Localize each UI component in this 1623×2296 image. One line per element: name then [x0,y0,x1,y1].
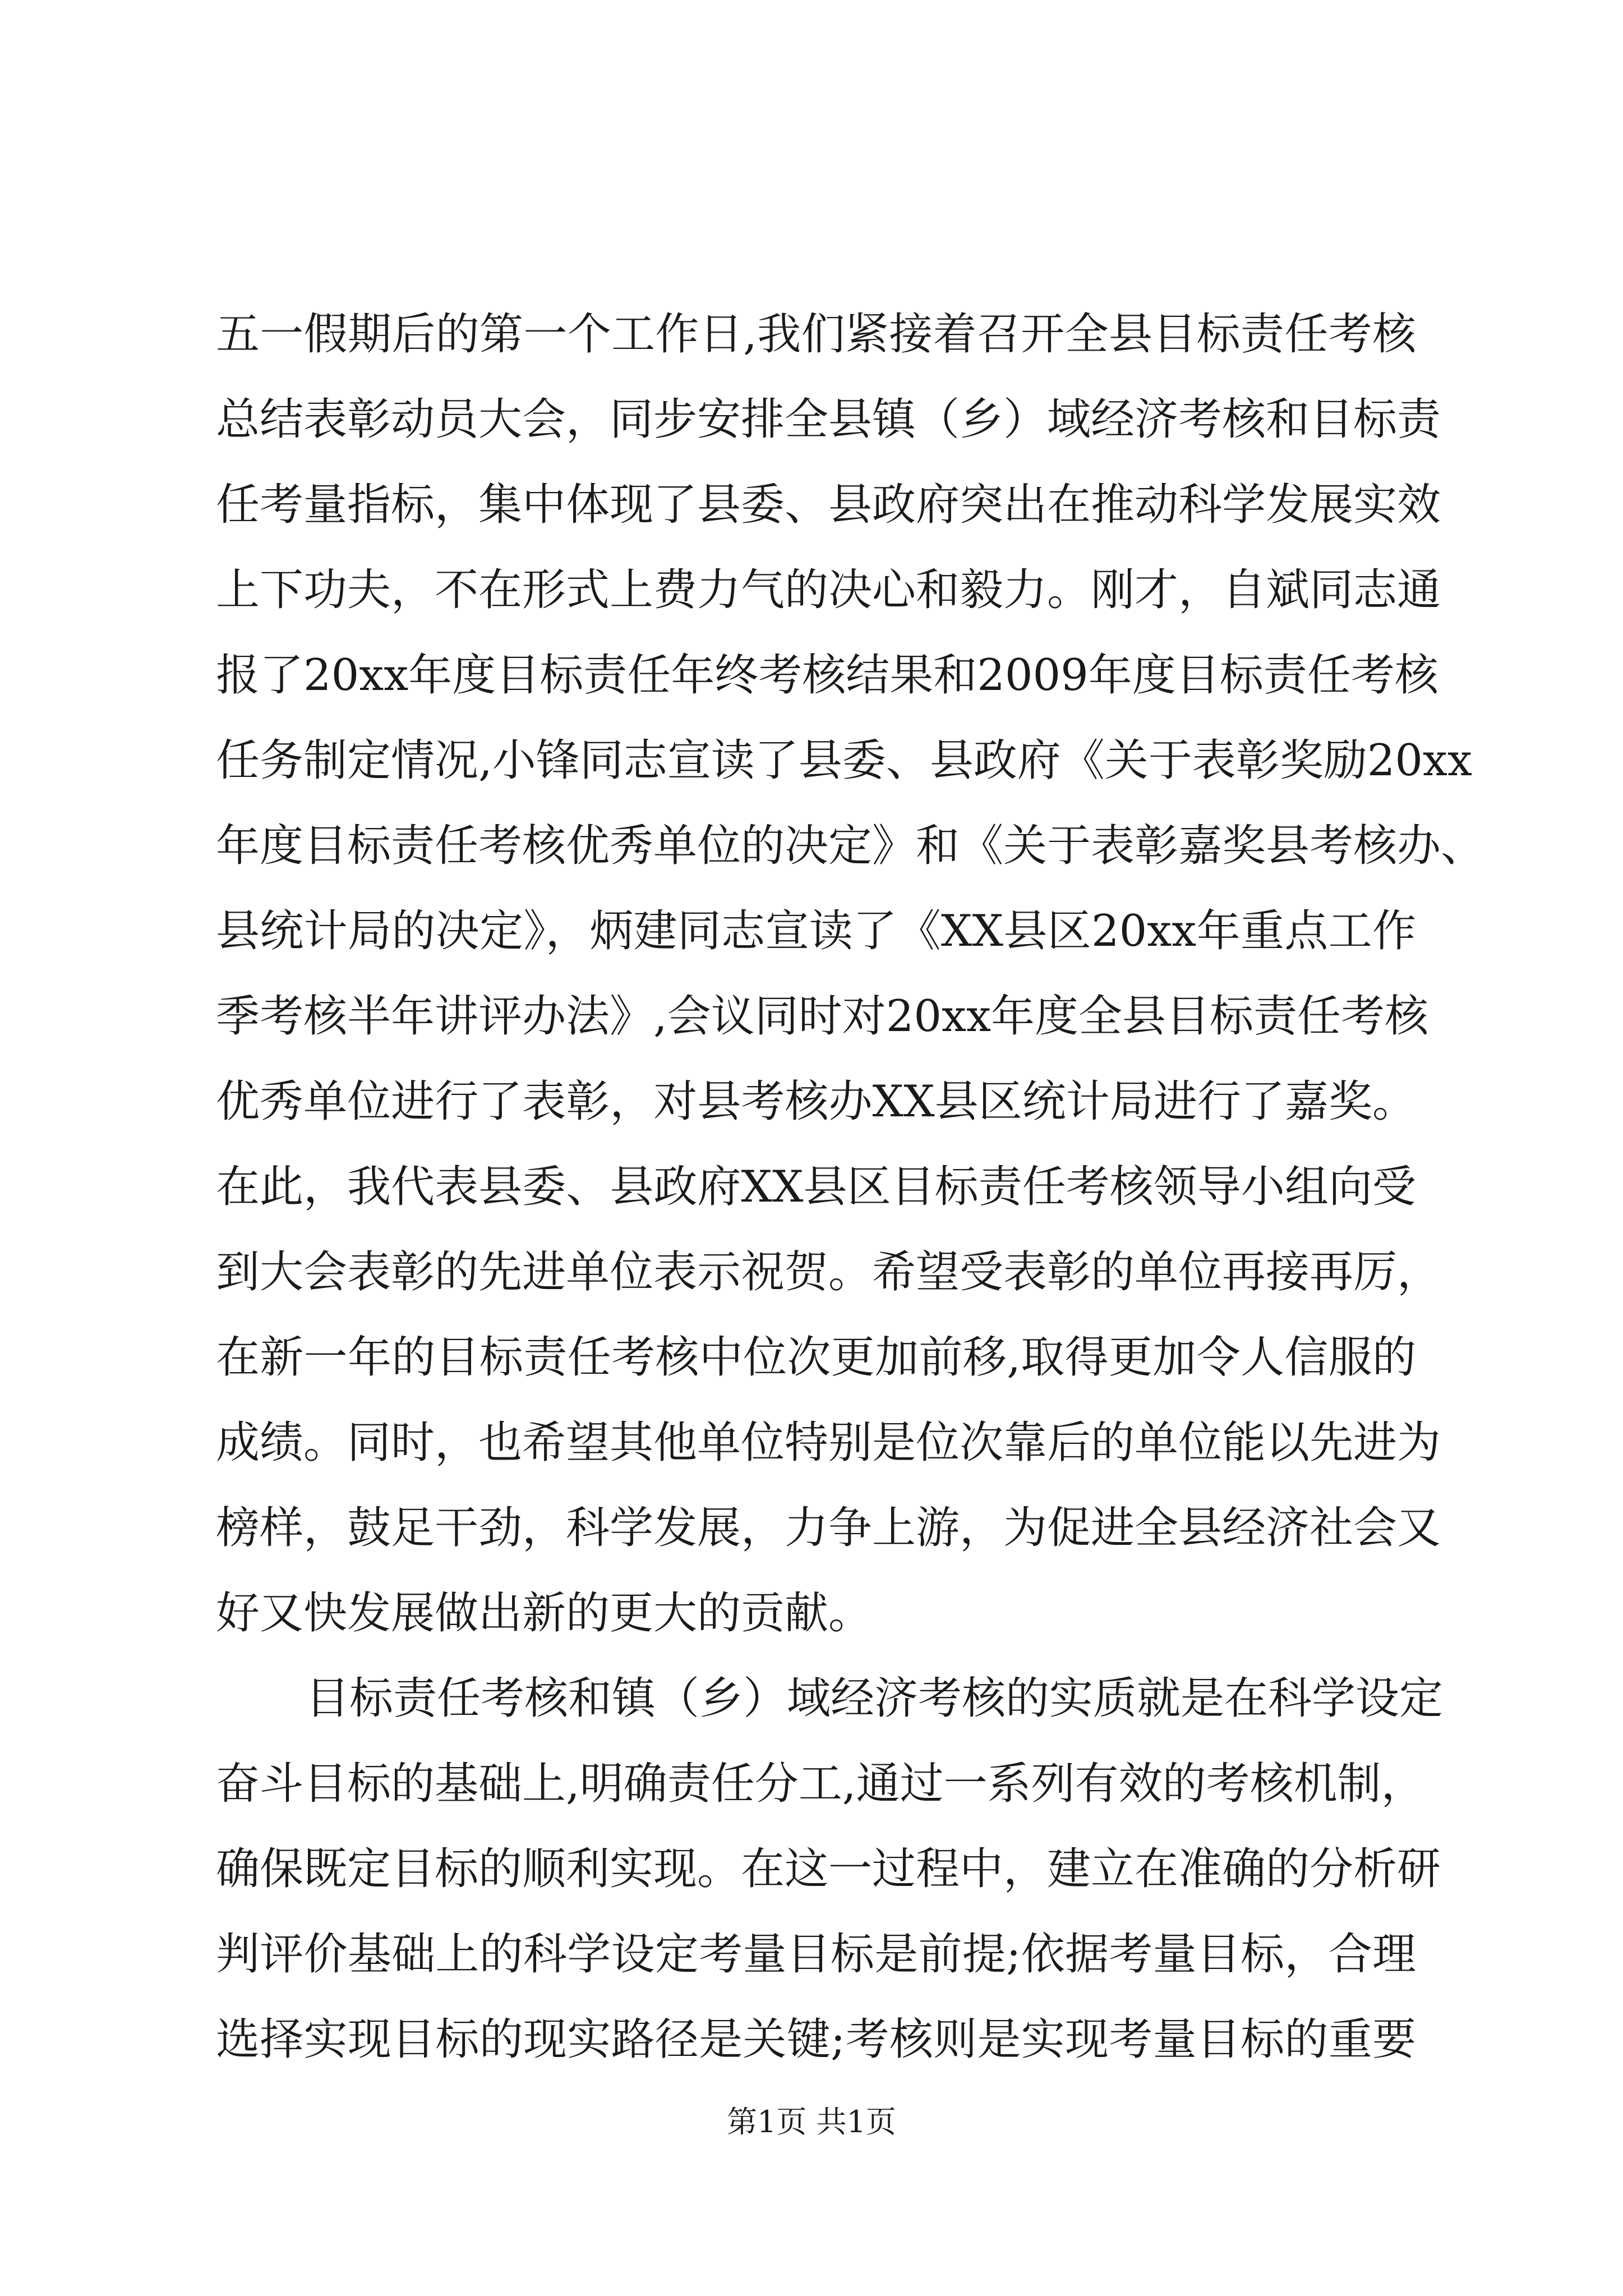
text-line: 年度目标责任考核优秀单位的决定》和《关于表彰嘉奖县考核办、 [216,821,1485,871]
text-line: 报了20xx年度目标责任年终考核结果和2009年度目标责任考核 [216,650,1438,701]
text-line: 奋斗目标的基础上,明确责任分工,通过一系列有效的考核机制， [216,1759,1425,1809]
text-line: 榜样，鼓足干劲，科学发展，力争上游，为促进全县经济社会又 [216,1503,1441,1553]
text-line: 选择实现目标的现实路径是关键;考核则是实现考量目标的重要 [216,2014,1416,2065]
text-line: 五一假期后的第一个工作日,我们紧接着召开全县目标责任考核 [216,309,1416,360]
text-line: 任务制定情况,小锋同志宣读了县委、县政府《关于表彰奖励20xx [216,735,1473,786]
text-line: 到大会表彰的先进单位表示祝贺。希望受表彰的单位再接再厉， [216,1247,1441,1297]
text-line: 优秀单位进行了表彰，对县考核办XX县区统计局进行了嘉奖。 [216,1076,1416,1127]
paragraph-1 [216,292,1485,1656]
text-line: 县统计局的决定》，炳建同志宣读了《XX县区20xx年重点工作 [216,906,1416,956]
text-line: 在此，我代表县委、县政府XX县区目标责任考核领导小组向受 [216,1162,1416,1212]
text-line: 成绩。同时，也希望其他单位特别是位次靠后的单位能以先进为 [216,1418,1441,1468]
text-line: 季考核半年讲评办法》,会议同时对20xx年度全县目标责任考核 [216,991,1429,1042]
text-line: 任考量指标，集中体现了县委、县政府突出在推动科学发展实效 [216,480,1441,530]
text-line: 判评价基础上的科学设定考量目标是前提;依据考量目标，合理 [216,1929,1416,1980]
document-body [216,292,1485,2082]
page-footer: 第1页 共1页 [727,2104,896,2139]
text-line: 确保既定目标的顺利实现。在这一过程中，建立在准确的分析研 [216,1844,1441,1894]
text-line: 总结表彰动员大会，同步安排全县镇（乡）域经济考核和目标责 [216,394,1441,445]
text-line: 上下功夫，不在形式上费力气的决心和毅力。刚才，自斌同志通 [216,565,1441,615]
text-line: 在新一年的目标责任考核中位次更加前移,取得更加令人信服的 [216,1332,1416,1383]
paragraph-2 [216,1656,1444,2082]
text-line: 好又快发展做出新的更大的贡献。 [216,1588,873,1639]
text-line: 目标责任考核和镇（乡）域经济考核的实质就是在科学设定 [306,1673,1444,1724]
